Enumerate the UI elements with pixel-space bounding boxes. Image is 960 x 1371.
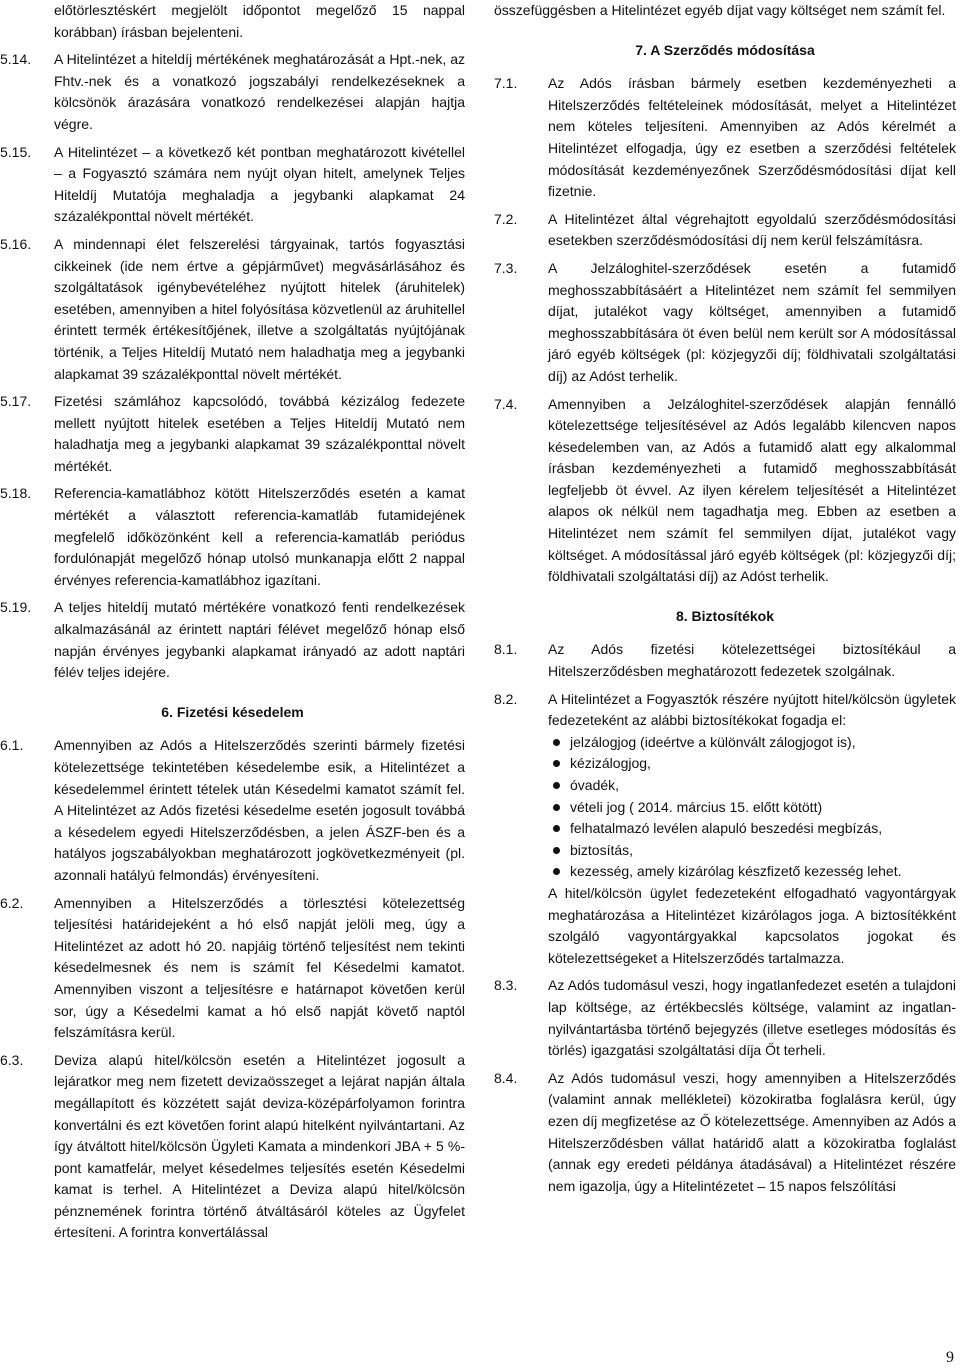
- clause-8-3: [494, 975, 956, 1061]
- clause-8-2: [494, 689, 956, 970]
- clause-text: Az Adós írásban bármely esetben kezdeményezheti a Hitelszerződés feltételeinek módosítását, melyet a Hitelintézet nem köteles teljesíteni. Amennyiben az Adós kérelmét a Hitelintézet elfogadja, úgy ez esetben a szerződési feltételek módosítását kezdeményezőnek Szerződésmódosítási díjat kell fizetnie.: [548, 75, 956, 200]
- list-item-text: vételi jog ( 2014. március 15. előtt kötött): [570, 798, 823, 815]
- clause-text: Amennyiben a Jelzáloghitel-szerződések alapján fennálló kötelezettsége teljesítésével az Adós legalább kilencven napos késedelemben van, az Adós a futamidő alatt egy alkalommal írásban kezdeményezheti a futamidő meghosszabbítását legfeljebb öt évvel. Az ilyen kérelem teljesítését a Hitelintézet alapos ok nélkül nem tagadhatja meg. Ebben az esetben a Hitelintézet nem számít fel semmilyen díjat, jutalékot vagy költséget. A módosítással járó egyéb költségek (pl: közjegyzői díj; földhivatali szolgáltatási díj) az Adóst terhelik.: [548, 395, 956, 585]
- clause-number: 5.18.: [0, 485, 32, 502]
- left-column: [0, 0, 465, 1244]
- section-6-heading: 6. Fizetési késedelem: [161, 703, 304, 720]
- clause-text: A Jelzáloghitel-szerződések esetén a futamidő meghosszabbításáért a Hitelintézet nem számít fel semmilyen díjat, jutalékot vagy költséget, amennyiben a futamidő meghosszabbítására öt éven belül nem került sor A módosítással járó egyéb költségek (pl: közjegyzői díj; földhivatali szolgáltatási díj) az Adóst terhelik.: [548, 259, 956, 384]
- clause-number: 8.2.: [494, 690, 518, 707]
- clause-6-3: [0, 1050, 465, 1244]
- clause-text: Amennyiben az Adós a Hitelszerződés szerinti bármely fizetési kötelezettsége tekintetében késedelembe esik, a Hitelintézet a késedelemmel érintett tételek után Késedelmi kamatot számít fel. A Hitelintézet az Adós fizetési késedelme esetén jogosult továbbá a késedelem egyedi Hitelszerződésben, a jelen ÁSZF-ben és a hatályos jogszabályokban meghatározott jogkövetkezményeit (pl. azonnali hatályú felmondás) érvényesíteni.: [54, 737, 465, 883]
- clause-text: A Hitelintézet a hiteldíj mértékének meghatározását a Hpt.-nek, az Fhtv.-nek és a vonatkozó jogszabályi rendelkezéseknek a kölcsönök árazására vonatkozó rendelkezései alapján hajtja végre.: [54, 51, 465, 132]
- clause-number: 8.1.: [494, 641, 518, 658]
- clause-number: 8.3.: [494, 977, 518, 994]
- clause-number: 6.2.: [0, 894, 24, 911]
- clause-8-1: [494, 639, 956, 682]
- bullet-icon: [548, 797, 570, 819]
- clause-number: 5.15.: [0, 143, 32, 160]
- clause-7-4: [494, 394, 956, 588]
- clause-text: Fizetési számlához kapcsolódó, továbbá kézizálog fedezete mellett nyújtott hitelek esetében a Teljes Hiteldíj Mutató nem haladhatja meg a jegybanki alapkamat 39 százalékponttal növelt mértékét.: [54, 393, 465, 474]
- list-item: [548, 775, 956, 797]
- clause-7-2: [494, 209, 956, 252]
- bullet-icon: [548, 732, 570, 754]
- bullet-icon: [548, 861, 570, 883]
- list-item: [548, 732, 956, 754]
- clause-number: 5.19.: [0, 599, 32, 616]
- clause-number: 8.4.: [494, 1069, 518, 1086]
- clause-text: Az Adós fizetési kötelezettségei biztosítékául a Hitelszerződésben meghatározott fedezetek szolgálnak.: [548, 641, 956, 680]
- clause-7-3: [494, 258, 956, 388]
- list-item-text: kezesség, amely kizárólag készfizető kezesség lehet.: [570, 863, 902, 880]
- clause-5-14: [0, 49, 465, 135]
- left-continuation-text: előtörlesztéskért megjelölt időpontot megelőző 15 nappal korábban) írásban bejelenteni.: [54, 2, 465, 40]
- clause-text: Amennyiben a Hitelszerződés a törlesztési kötelezettség teljesítési határidejeként a hó első napját jelöli meg, úgy a Hitelintézet az adott hó 20. napjáig történő teljesítést nem tekinti késedelmesnek és nem is számít fel Késedelmi kamatot. Amennyiben viszont a teljesítésre e határnapot követően kerül sor, úgy a Késedelmi kamat a hó első napját követő naptól felszámításra kerül.: [54, 894, 465, 1041]
- clause-text: A Hitelintézet által végrehajtott egyoldalú szerződésmódosítási esetekben szerződésmódosítási díj nem kerül felszámításra.: [548, 210, 956, 249]
- bullet-icon: [548, 775, 570, 797]
- clause-5-18: [0, 483, 465, 591]
- list-item: [548, 840, 956, 862]
- list-item-text: felhatalmazó levélen alapuló beszedési megbízás,: [570, 820, 883, 837]
- list-item-text: kézizálogjog,: [570, 755, 651, 772]
- bullet-icon: [548, 840, 570, 862]
- clause-text: Referencia-kamatlábhoz kötött Hitelszerződés esetén a kamat mértékét a választott referencia-kamatláb futamidejének megfelelő időközönként kell a referencia-kamatláb periódus fordulónapját megelőző hónap utolsó munkanapja előtt 2 nappal érvényes referencia-kamatlábhoz igazítani.: [54, 485, 465, 588]
- clause-number: 6.1.: [0, 737, 24, 754]
- list-item: [548, 753, 956, 775]
- clause-5-17: [0, 391, 465, 477]
- clause-number: 5.17.: [0, 393, 32, 410]
- clause-7-1: [494, 73, 956, 203]
- section-7-heading: 7. A Szerződés módosítása: [635, 41, 815, 58]
- clause-number: 7.4.: [494, 395, 518, 412]
- clause-6-1: [0, 735, 465, 886]
- clause-number: 5.14.: [0, 51, 32, 68]
- clause-text: Az Adós tudomásul veszi, hogy ingatlanfedezet esetén a tulajdoni lap költsége, az értékbecslés költsége, valamint az ingatlan-nyilvántartásba történő bejegyzés (illetve esetleges módosítás és törlés) igazgatási szolgáltatási díja Őt terheli.: [548, 977, 956, 1059]
- right-continuation-text: összefüggésben a Hitelintézet egyéb díjat vagy költséget nem számít fel.: [494, 2, 946, 18]
- list-item-text: jelzálogjog (ideértve a különvált zálogjogot is),: [570, 733, 856, 750]
- collateral-list: [548, 732, 956, 883]
- clause-number: 5.16.: [0, 235, 32, 252]
- clause-body: [548, 689, 956, 970]
- clause-text: Deviza alapú hitel/kölcsön esetén a Hitelintézet jogosult a lejáratkor meg nem fizetett devizaösszeget a lejárat napján általa megállapított és közzétett saját deviza-középárfolyamon forintra konvertálni és ezt követően forint alapú hitelként nyilvántartani. Az így átváltott hitel/kölcsön Ügyleti Kamata a mindenkori JBA + 5 %-pont kamatfelár, melyet késedelmes teljesítés esetén Késedelmi kamat is terhel. A Hitelintézet a Deviza alapú hitel/kölcsön pénznemének forintra történő átváltásáról köteles az Ügyfelet értesíteni. A forintra konvertálással: [54, 1051, 465, 1241]
- clause-text: A Hitelintézet a Fogyasztók részére nyújtott hitel/kölcsön ügyletek fedezeteként az alábbi biztosítékokat fogadja el:: [548, 690, 956, 729]
- page-number: 9: [946, 1349, 954, 1367]
- right-column: [494, 0, 956, 1197]
- clause-text: A Hitelintézet – a következő két pontban meghatározott kivétellel – a Fogyasztó számára nem nyújt olyan hitelt, amelynek Teljes Hiteldíj Mutatója meghaladja a jegybanki alapkamat 24 százalékponttal növelt mértékét.: [54, 143, 465, 225]
- clause-5-16: [0, 234, 465, 385]
- list-item-text: biztosítás,: [570, 841, 634, 858]
- clause-8-4: [494, 1068, 956, 1198]
- clause-5-15: [0, 142, 465, 228]
- clause-text: A teljes hiteldíj mutató mértékére vonatkozó fenti rendelkezések alkalmazásánál az érintett naptári félévet megelőző hónap első napján érvényes jegybanki alapkamat irányadó az adott naptári félév teljes idejére.: [54, 599, 465, 681]
- clause-number: 7.1.: [494, 75, 518, 92]
- clause-number: 7.2.: [494, 210, 518, 227]
- list-item: [548, 797, 956, 819]
- clause-number: 6.3.: [0, 1051, 24, 1068]
- collateral-note: A hitel/kölcsön ügylet fedezeteként elfogadható vagyontárgyak meghatározása a Hitelintézet kizárólagos joga. A biztosítékként szolgáló vagyontárgyakkal kapcsolatos jogokat és kötelezettségeket a Hitelszerződés tartalmazza.: [548, 884, 956, 966]
- list-item: [548, 818, 956, 840]
- list-item-text: óvadék,: [570, 777, 620, 793]
- clause-number: 7.3.: [494, 259, 518, 276]
- clause-5-19: [0, 597, 465, 683]
- bullet-icon: [548, 818, 570, 840]
- section-8-heading: 8. Biztosítékok: [675, 607, 775, 624]
- clause-text: A mindennapi élet felszerelési tárgyainak, tartós fogyasztási cikkeinek (ide nem értve a gépjárművet) megvásárlásához és szolgáltatások igénybevételéhez nyújtott hitelek (áruhitelek) esetében, amennyiben a hitel folyósítása közvetlenül az áruhitellel érintett termék értékesítőjének, illetve a szolgáltatás nyújtójának történik, a Teljes Hiteldíj Mutató nem haladhatja meg a jegybanki alapkamat 39 százalékponttal növelt mértékét.: [54, 235, 465, 382]
- list-item: [548, 861, 956, 883]
- clause-6-2: [0, 893, 465, 1044]
- bullet-icon: [548, 753, 570, 775]
- clause-text: Az Adós tudomásul veszi, hogy amennyiben a Hitelszerződés (valamint annak mellékletei) közokiratba foglalásra kerül, úgy ezen díj megfizetése az Ő kötelezettsége. Amennyiben az Adós a Hitelszerződésben vállat határidő alatt a közokiratba foglalást (annak egy eredeti példánya átadásával) a Hitelintézet részére nem igazolja, úgy a Hitelintézetet – 15 napos felszólítási: [548, 1069, 956, 1194]
